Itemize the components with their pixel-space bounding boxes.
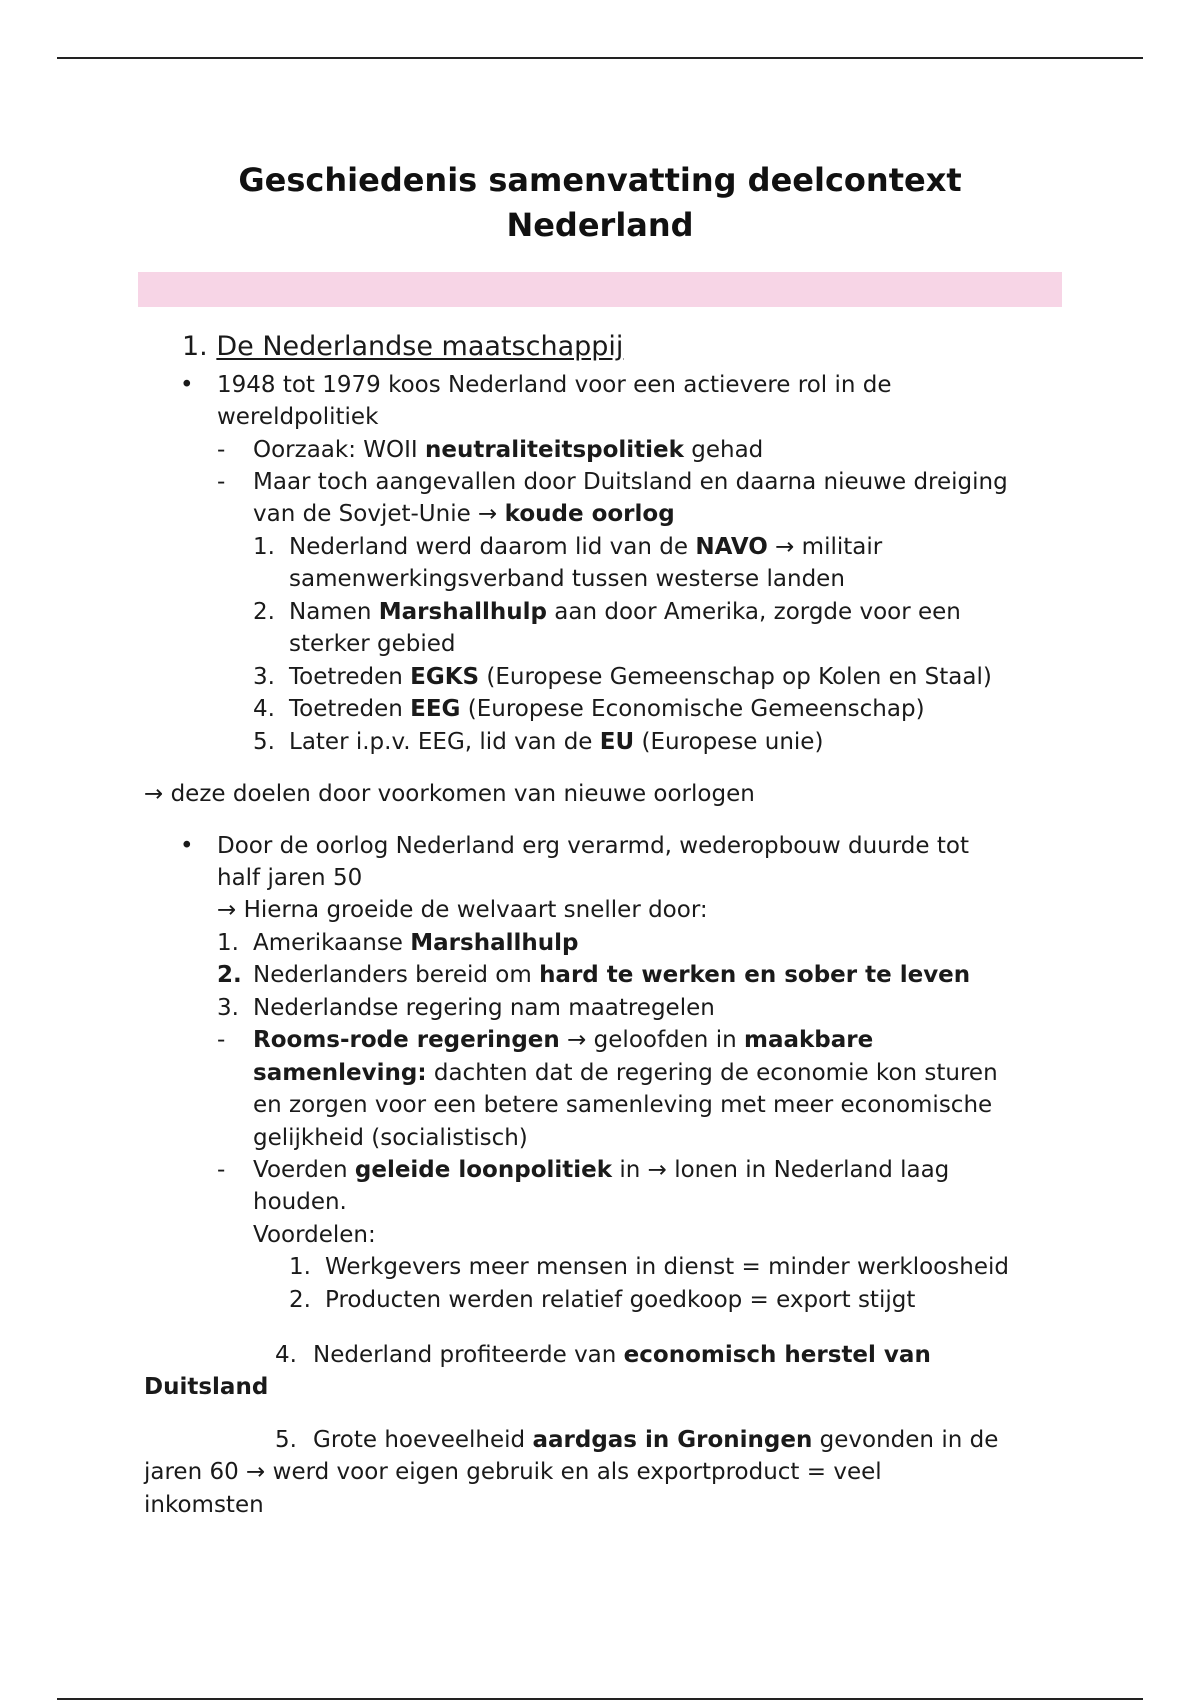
- item5-line3: inkomsten: [144, 1492, 264, 1518]
- voordeel-item: Werkgevers meer mensen in dienst = minder werkloosheid: [325, 1254, 1009, 1280]
- dash-marker: -: [217, 1157, 226, 1183]
- list-item: [289, 661, 992, 693]
- list-item: [289, 596, 961, 628]
- list-item-post: (Europese Gemeenschap op Kolen en Staal): [479, 664, 992, 690]
- list-number: 1.: [289, 1254, 311, 1280]
- rooms-bold3: samenleving:: [253, 1060, 427, 1086]
- list-item-text: Toetreden: [289, 696, 411, 722]
- list-number: 2.: [217, 962, 242, 988]
- item4-bold: economisch herstel van: [623, 1342, 931, 1368]
- bullet2-line3: → Hierna groeide de welvaart sneller door:: [217, 897, 708, 923]
- list-item-bold: EGKS: [410, 664, 480, 690]
- list-item: [289, 693, 925, 725]
- loon-line2: houden.: [253, 1189, 347, 1215]
- list-item-bold: Marshallhulp: [410, 930, 579, 956]
- list-number: 3.: [217, 995, 239, 1021]
- conclusion-line: → deze doelen door voorkomen van nieuwe oorlogen: [144, 781, 755, 807]
- page-title: [0, 158, 1200, 248]
- bullet1-line2: wereldpolitiek: [217, 404, 379, 430]
- item5-post: gevonden in de: [812, 1427, 999, 1453]
- list-item: [253, 927, 578, 959]
- list-number: 1.: [217, 930, 239, 956]
- page-title-line1: Geschiedenis samenvatting deelcontext: [238, 161, 962, 199]
- list-item-bold: NAVO: [695, 534, 768, 560]
- list-item-text: Toetreden: [289, 664, 411, 690]
- bullet1-line1: 1948 tot 1979 koos Nederland voor een actievere rol in de: [217, 372, 892, 398]
- rooms-line1: [253, 1024, 873, 1056]
- list-item-continuation: sterker gebied: [289, 631, 456, 657]
- list-item: Nederlandse regering nam maatregelen: [253, 995, 715, 1021]
- maar-line2-bold: koude oorlog: [504, 501, 675, 527]
- rooms-line4: gelijkheid (socialistisch): [253, 1125, 528, 1151]
- dash-marker: -: [217, 469, 226, 495]
- rooms-mid: → geloofden in: [559, 1027, 744, 1053]
- list-number: 2.: [289, 1287, 311, 1313]
- list-item: [253, 959, 970, 991]
- list-item-bold: Marshallhulp: [378, 599, 547, 625]
- dash-marker: -: [217, 437, 226, 463]
- section-heading: [182, 331, 623, 363]
- bullet2-line2: half jaren 50: [217, 865, 363, 891]
- rooms-bold1: Rooms-rode regeringen: [253, 1027, 560, 1053]
- item4-line1: [313, 1339, 931, 1371]
- list-number: 3.: [253, 664, 275, 690]
- oorzaak-line: [253, 434, 763, 466]
- list-item-post: (Europese Economische Gemeenschap): [460, 696, 925, 722]
- rooms-line2: [253, 1057, 998, 1089]
- oorzaak-text: Oorzaak: WOII: [253, 437, 425, 463]
- bullet-marker: •: [180, 833, 194, 859]
- voordeel-item: Producten werden relatief goedkoop = export stijgt: [325, 1287, 916, 1313]
- section-number: 1.: [182, 331, 208, 362]
- list-item-text: Nederlanders bereid om: [253, 962, 540, 988]
- list-number: 1.: [253, 534, 275, 560]
- top-divider: [57, 57, 1143, 59]
- rooms-rest1: dachten dat de regering de economie kon sturen: [426, 1060, 998, 1086]
- item4-text: Nederland profiteerde van: [313, 1342, 624, 1368]
- bullet-marker: •: [180, 372, 194, 398]
- item5-bold: aardgas in Groningen: [532, 1427, 813, 1453]
- list-number: 4.: [253, 696, 275, 722]
- oorzaak-bold: neutraliteitspolitiek: [425, 437, 684, 463]
- list-item-text: Later i.p.v. EEG, lid van de: [289, 729, 600, 755]
- list-item-post: → militair: [767, 534, 883, 560]
- list-item-text: Amerikaanse: [253, 930, 411, 956]
- loon-post: in → lonen in Nederland laag: [612, 1157, 950, 1183]
- list-item-bold: hard te werken en sober te leven: [539, 962, 971, 988]
- list-number: 5.: [275, 1427, 297, 1453]
- list-item-continuation: samenwerkingsverband tussen westerse landen: [289, 566, 845, 592]
- list-item-post: aan door Amerika, zorgde voor een: [546, 599, 961, 625]
- item5-line2: jaren 60 → werd voor eigen gebruik en als exportproduct = veel: [144, 1459, 882, 1485]
- bullet2-line1: Door de oorlog Nederland erg verarmd, wederopbouw duurde tot: [217, 833, 969, 859]
- voordelen-label: Voordelen:: [253, 1222, 376, 1248]
- highlight-bar: [138, 272, 1062, 307]
- list-item-bold: EEG: [410, 696, 461, 722]
- maar-line2: [253, 498, 675, 530]
- section-title: De Nederlandse maatschappij: [216, 331, 624, 362]
- item5-line1: [313, 1424, 998, 1456]
- rooms-line3: en zorgen voor een betere samenleving met meer economische: [253, 1092, 993, 1118]
- list-item-post: (Europese unie): [634, 729, 824, 755]
- list-item-text: Namen: [289, 599, 379, 625]
- page-title-line2: Nederland: [506, 206, 694, 244]
- list-number: 2.: [253, 599, 275, 625]
- loon-bold: geleide loonpolitiek: [354, 1157, 613, 1183]
- item5-text: Grote hoeveelheid: [313, 1427, 533, 1453]
- rooms-bold2: maakbare: [743, 1027, 874, 1053]
- list-item-bold: EU: [599, 729, 635, 755]
- oorzaak-post: gehad: [683, 437, 764, 463]
- list-item: [289, 531, 882, 563]
- item4-line2: Duitsland: [144, 1374, 269, 1400]
- list-number: 4.: [275, 1342, 297, 1368]
- maar-line2-text: van de Sovjet-Unie →: [253, 501, 505, 527]
- list-number: 5.: [253, 729, 275, 755]
- list-item: [289, 726, 823, 758]
- dash-marker: -: [217, 1027, 226, 1053]
- list-item-text: Nederland werd daarom lid van de: [289, 534, 696, 560]
- loon-pre: Voerden: [253, 1157, 355, 1183]
- loon-line1: [253, 1154, 949, 1186]
- maar-line1: Maar toch aangevallen door Duitsland en daarna nieuwe dreiging: [253, 469, 1008, 495]
